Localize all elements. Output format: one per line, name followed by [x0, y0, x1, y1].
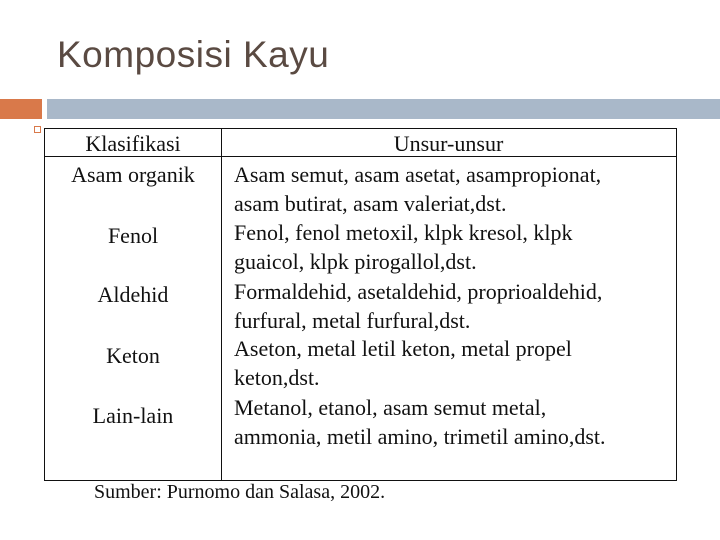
class-cell: Keton [106, 343, 160, 368]
components-cell [234, 160, 674, 218]
source-citation: Sumber: Purnomo dan Salasa, 2002. [94, 481, 386, 503]
header-components: Unsur-unsur [393, 131, 504, 156]
components-cell [234, 334, 674, 392]
class-cell: Lain-lain [92, 403, 174, 428]
column-divider [221, 129, 222, 480]
components-line: keton,dst. [234, 365, 320, 390]
components-cell [234, 218, 674, 276]
composition-table [44, 128, 677, 481]
components-line: Fenol, fenol metoxil, klpk kresol, klpk [234, 220, 573, 245]
components-line: Asam semut, asam asetat, asampropionat, [234, 162, 602, 187]
slide-title: Komposisi Kayu [57, 34, 330, 75]
components-cell [234, 277, 674, 335]
class-cell: Asam organik [71, 162, 195, 187]
components-line: asam butirat, asam valeriat,dst. [234, 191, 507, 216]
components-line: guaicol, klpk pirogallol,dst. [234, 249, 477, 274]
components-line: Metanol, etanol, asam semut metal, [234, 395, 547, 420]
components-line: ammonia, metil amino, trimetil amino,dst. [234, 424, 606, 449]
class-cell: Aldehid [97, 282, 169, 307]
accent-bar-blue [47, 99, 720, 119]
components-line: furfural, metal furfural,dst. [234, 308, 471, 333]
components-line: Aseton, metal letil keton, metal propel [234, 336, 572, 361]
components-line: Formaldehid, asetaldehid, proprioaldehid, [234, 279, 603, 304]
class-cell: Fenol [107, 223, 159, 248]
accent-bar-orange [0, 99, 42, 119]
components-cell [234, 393, 674, 451]
bullet-square-icon [34, 126, 41, 133]
header-classification: Klasifikasi [85, 131, 181, 156]
